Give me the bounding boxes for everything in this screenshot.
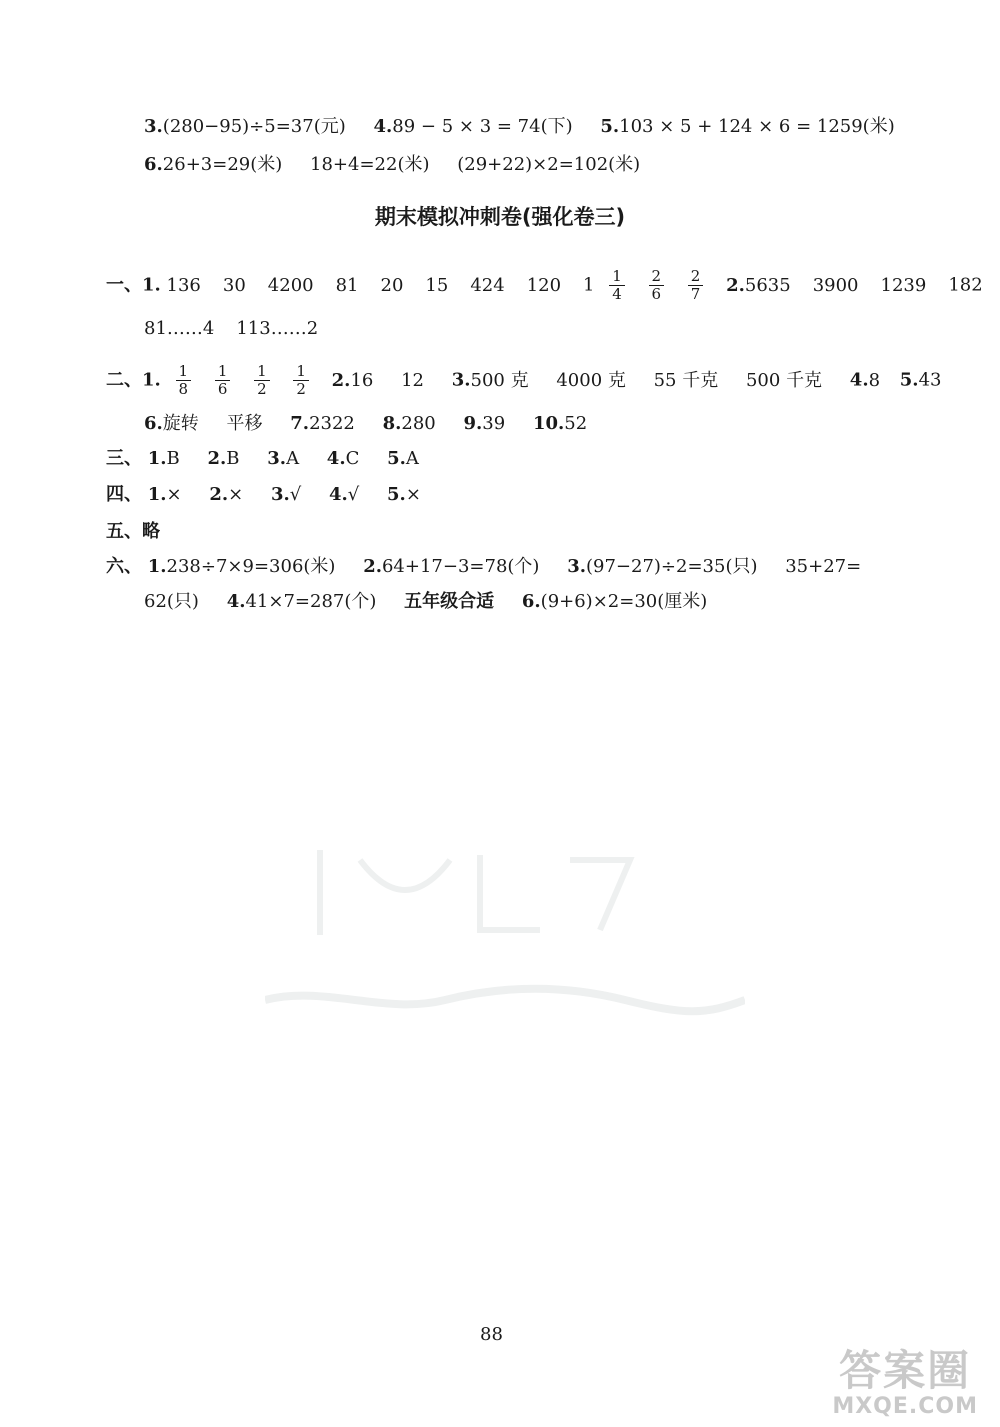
q-num: 9. bbox=[463, 413, 483, 434]
answer: 4000 克 bbox=[556, 369, 626, 391]
page-number: 88 bbox=[480, 1324, 503, 1345]
answer: 120 bbox=[526, 274, 562, 296]
answer: (280−95)÷5=37(元) bbox=[162, 116, 346, 137]
section-label: 一、 bbox=[106, 274, 142, 296]
q-num: 3. bbox=[267, 448, 287, 469]
q-num: 2. bbox=[207, 448, 227, 469]
answer: (29+22)×2=102(米) bbox=[457, 154, 641, 175]
answer: 52 bbox=[564, 413, 588, 434]
fraction: $\frac{1}{2}$ bbox=[254, 363, 270, 398]
answer: 8 bbox=[868, 369, 881, 391]
answer: 113……2 bbox=[236, 318, 319, 339]
answer: 35+27= bbox=[785, 556, 862, 577]
q-num: 4. bbox=[326, 448, 346, 469]
watermark-mark bbox=[300, 840, 700, 940]
fraction: $\frac{1}{4}$ bbox=[609, 268, 625, 303]
section-label: 五、 bbox=[106, 521, 142, 542]
top-line-1 bbox=[144, 115, 895, 139]
answer: 238÷7×9=306(米) bbox=[166, 556, 336, 577]
answer: B bbox=[166, 448, 180, 469]
answer: 62(只) bbox=[144, 591, 199, 612]
answer: 136 bbox=[166, 274, 201, 296]
section-3 bbox=[106, 447, 419, 471]
answer: 89 − 5 × 3 = 74(下) bbox=[392, 116, 573, 137]
q-num: 2. bbox=[331, 369, 351, 391]
answer: 500 千克 bbox=[745, 369, 823, 391]
answer: 41×7=287(个) bbox=[245, 591, 377, 612]
answer: 3900 bbox=[812, 274, 859, 296]
q-num: 5. bbox=[600, 116, 620, 137]
section-2-line-2 bbox=[144, 412, 587, 436]
answer: 4200 bbox=[267, 274, 314, 296]
section-5 bbox=[106, 520, 160, 544]
answer: 2322 bbox=[309, 413, 355, 434]
answer: × bbox=[228, 484, 244, 505]
site-logo bbox=[832, 1348, 978, 1419]
q-num: 6. bbox=[144, 154, 163, 175]
answer: 424 bbox=[470, 274, 505, 296]
answer: C bbox=[345, 448, 360, 469]
q-num: 5. bbox=[387, 484, 406, 505]
answer: 1 bbox=[583, 274, 595, 296]
q-num: 7. bbox=[290, 413, 310, 434]
q-num: 2. bbox=[209, 484, 229, 505]
q-num: 3. bbox=[144, 116, 163, 137]
answer: B bbox=[226, 448, 240, 469]
q-num: 3. bbox=[567, 556, 586, 577]
q-num: 4. bbox=[373, 116, 393, 137]
q-num: 1. bbox=[147, 556, 167, 577]
answer: 略 bbox=[142, 521, 160, 542]
answer: 64+17−3=78(个) bbox=[381, 556, 540, 577]
answer: 280 bbox=[401, 413, 436, 434]
answer: (97−27)÷2=35(只) bbox=[585, 556, 758, 577]
answer: 5635 bbox=[744, 274, 791, 296]
section-4 bbox=[106, 483, 421, 507]
answer: 81 bbox=[335, 274, 359, 296]
answer: A bbox=[405, 448, 419, 469]
q-num: 5. bbox=[387, 448, 406, 469]
q-num: 1. bbox=[147, 484, 167, 505]
q-num: 5. bbox=[899, 369, 919, 391]
answer: 81……4 bbox=[144, 318, 215, 339]
answer: × bbox=[405, 484, 421, 505]
top-line-2 bbox=[144, 153, 640, 177]
fraction: $\frac{1}{6}$ bbox=[215, 363, 231, 398]
q-num: 10. bbox=[532, 413, 565, 434]
fraction: $\frac{2}{7}$ bbox=[688, 268, 704, 303]
answer: 18+4=22(米) bbox=[310, 154, 430, 175]
answer: 平移 bbox=[226, 413, 263, 434]
section-label: 六、 bbox=[106, 556, 142, 577]
answer: √ bbox=[347, 484, 360, 505]
page-title: 期末模拟冲刺卷(强化卷三) bbox=[374, 205, 626, 229]
logo-url: MXQE.COM bbox=[832, 1394, 978, 1419]
q-num: 3. bbox=[451, 369, 471, 391]
answer: 26+3=29(米) bbox=[162, 154, 283, 175]
q-num: 2. bbox=[363, 556, 382, 577]
q-num: 1. bbox=[147, 448, 167, 469]
section-label: 二、 bbox=[106, 369, 142, 391]
answer: 1239 bbox=[880, 274, 927, 296]
q-num: 4. bbox=[329, 484, 348, 505]
answer: 12 bbox=[401, 369, 424, 391]
answer: 103 × 5 + 124 × 6 = 1259(米) bbox=[619, 116, 895, 137]
fraction: $\frac{1}{8}$ bbox=[176, 363, 192, 398]
answer: 55 千克 bbox=[653, 369, 719, 391]
watermark-mark bbox=[265, 980, 745, 1020]
q-num: 6. bbox=[144, 413, 163, 434]
watermark-line bbox=[265, 980, 745, 1025]
fraction: $\frac{1}{2}$ bbox=[293, 363, 309, 398]
answer: (9+6)×2=30(厘米) bbox=[540, 591, 708, 612]
answer: 15 bbox=[425, 274, 449, 296]
section-2-line-1 bbox=[106, 363, 941, 398]
q-num: 8. bbox=[382, 413, 402, 434]
answer: 20 bbox=[380, 274, 404, 296]
q-num: 1. bbox=[142, 274, 161, 296]
answer: 五年级合适 bbox=[404, 591, 495, 612]
answer: √ bbox=[289, 484, 302, 505]
section-1-line-2 bbox=[144, 317, 318, 341]
fraction: $\frac{2}{6}$ bbox=[649, 268, 665, 303]
section-6-line-2 bbox=[144, 590, 707, 614]
answer: 182 bbox=[948, 274, 983, 296]
q-num: 4. bbox=[226, 591, 246, 612]
answer: 39 bbox=[482, 413, 506, 434]
section-6-line-1 bbox=[106, 555, 861, 579]
section-label: 三、 bbox=[106, 448, 142, 469]
answer: 16 bbox=[350, 369, 374, 391]
answer: 43 bbox=[918, 369, 942, 391]
q-num: 6. bbox=[521, 591, 541, 612]
answer: A bbox=[286, 448, 300, 469]
logo-text: 答案圈 bbox=[839, 1346, 972, 1395]
answer: × bbox=[166, 484, 182, 505]
watermark bbox=[300, 840, 700, 962]
q-num: 2. bbox=[726, 274, 745, 296]
section-label: 四、 bbox=[106, 484, 142, 505]
q-num: 3. bbox=[270, 484, 290, 505]
answer: 30 bbox=[222, 274, 246, 296]
section-1-line-1 bbox=[106, 268, 983, 303]
answer: 旋转 bbox=[162, 413, 199, 434]
q-num: 1. bbox=[142, 369, 161, 391]
q-num: 4. bbox=[849, 369, 869, 391]
answer: 500 克 bbox=[470, 369, 529, 391]
